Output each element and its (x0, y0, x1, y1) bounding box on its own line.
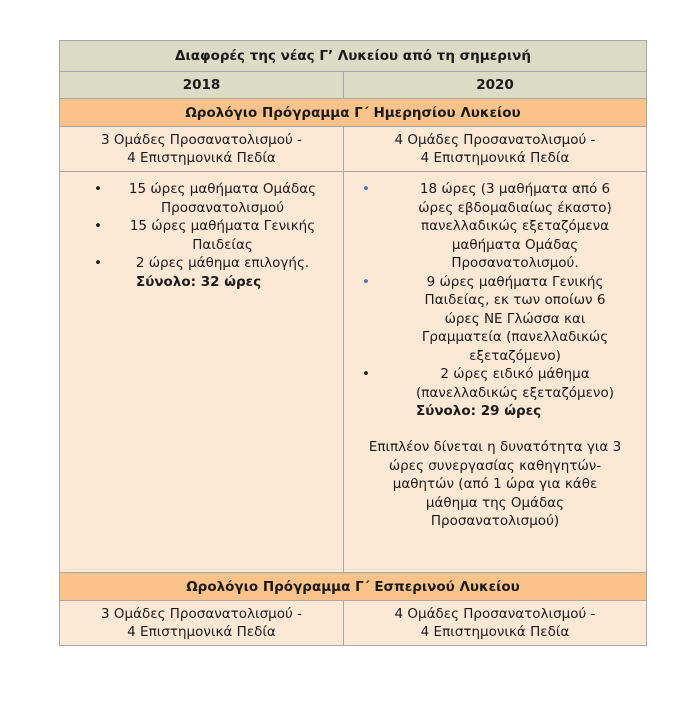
list-item-line: 2 ώρες ειδικό μάθημα (440, 366, 590, 382)
list-item-line: ώρες ΝΕ Γλώσσα και (444, 310, 586, 327)
list-item (344, 273, 646, 366)
groups-line: 3 Ομάδες Προσανατολισμού - (101, 132, 302, 148)
extra-note-line: ώρες συνεργασίας καθηγητών- (388, 457, 602, 474)
table-title: Διαφορές της νέας Γ’ Λυκείου από τη σημερινή (60, 41, 647, 72)
list-item-line: 9 ώρες μαθήματα Γενικής (426, 273, 604, 290)
groups-line: 4 Επιστημονικά Πεδία (127, 150, 276, 166)
list-item (344, 365, 646, 402)
groups-line: 4 Ομάδες Προσανατολισμού - (394, 132, 596, 148)
groups-line: 4 Επιστημονικά Πεδία (127, 624, 276, 640)
groups-cell-2020 (344, 127, 647, 172)
total-2020: Σύνολο: 29 ώρες (416, 403, 542, 419)
groups-cell-2018-evening (60, 601, 344, 646)
bullet-icon: • (362, 366, 370, 382)
extra-note-line: Επιπλέον δίνεται η δυνατότητα για 3 (368, 439, 622, 455)
list-item-line: Γραμματεία (πανελλαδικώς (421, 329, 609, 345)
extra-note-line: μαθητών (από 1 ώρα για κάθε (392, 476, 598, 492)
bullet-icon: • (94, 218, 102, 234)
hours-cell-2018 (60, 172, 344, 573)
list-item-line: 15 ώρες μαθήματα Ομάδας (128, 181, 317, 197)
list-item-line: ώρες εβδομαδιαίως έκαστο) (418, 199, 612, 216)
list-item (60, 217, 343, 254)
list-item-line: εξεταζόμενο) (469, 347, 561, 364)
hours-list-2020 (344, 180, 646, 402)
bullet-icon: • (362, 273, 370, 290)
total-2018: Σύνολο: 32 ώρες (136, 273, 262, 290)
groups-line: 3 Ομάδες Προσανατολισμού - (101, 606, 302, 622)
list-item-line: 15 ώρες μαθήματα Γενικής (129, 218, 316, 234)
groups-cell-2020-evening (344, 601, 647, 646)
extra-note-line: μάθημα της Ομάδας (425, 494, 565, 511)
section-heading-day-lyceum: Ωρολόγιο Πρόγραμμα Γ΄ Ημερησίου Λυκείου (60, 99, 647, 127)
year-header-2020: 2020 (344, 72, 647, 99)
extra-note-line: Προσανατολισμού) (430, 513, 560, 529)
list-item-line: 2 ώρες μάθημα επιλογής. (135, 255, 310, 271)
list-item-line: (πανελλαδικώς εξεταζόμενο) (415, 384, 615, 401)
bullet-icon: • (94, 181, 102, 197)
list-item (60, 180, 343, 217)
list-item-line: Προσανατολισμού (160, 199, 285, 216)
bullet-icon: • (94, 255, 102, 271)
comparison-table (59, 40, 647, 646)
list-item-line: Προσανατολισμού. (451, 255, 579, 271)
list-item (60, 254, 343, 273)
list-item (344, 180, 646, 273)
list-item-line: πανελλαδικώς εξεταζόμενα (420, 218, 610, 234)
section-heading-evening-lyceum: Ωρολόγιο Πρόγραμμα Γ΄ Εσπερινού Λυκείου (60, 573, 647, 601)
hours-cell-2020 (344, 172, 647, 573)
list-item-line: μαθήματα Ομάδας (451, 236, 579, 253)
extra-note (344, 438, 646, 531)
list-item-line: Παιδείας, εκ των οποίων 6 (424, 292, 606, 308)
list-item-line: 18 ώρες (3 μαθήματα από 6 (419, 181, 611, 197)
list-item-line: Παιδείας (192, 236, 253, 253)
groups-line: 4 Ομάδες Προσανατολισμού - (394, 606, 596, 622)
year-header-2018: 2018 (60, 72, 344, 99)
groups-line: 4 Επιστημονικά Πεδία (420, 624, 570, 640)
groups-cell-2018 (60, 127, 344, 172)
groups-line: 4 Επιστημονικά Πεδία (420, 150, 570, 166)
bullet-icon: • (362, 181, 370, 197)
hours-list-2018 (60, 180, 343, 273)
